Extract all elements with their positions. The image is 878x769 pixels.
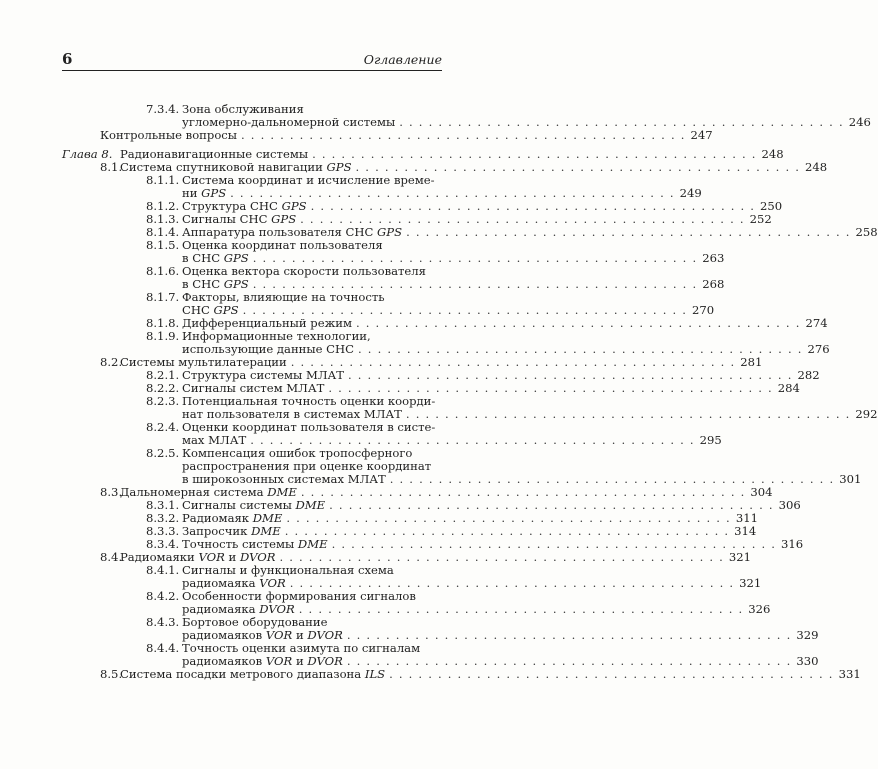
toc-entry-number: 8.1. — [100, 160, 123, 174]
toc-page-number: 249 — [679, 186, 702, 200]
toc-entry-title: угломерно-дальномерной системы — [182, 115, 396, 129]
toc-page-number: 270 — [692, 303, 715, 317]
toc-leader-dots: . . . . . . . . . . . . . . . . . . . . . . . . . . . . . . . . . . . . . . . . . . . . . . — [399, 115, 844, 129]
toc-entry-title: Система координат и исчисление време- — [182, 173, 435, 187]
toc-page-number: 331 — [838, 667, 861, 681]
toc-entry-number: 8.1.6. — [146, 264, 180, 278]
toc-page-number: 304 — [750, 485, 773, 499]
toc-entry[interactable] — [0, 667, 861, 681]
toc-leader-dots: . . . . . . . . . . . . . . . . . . . . . . . . . . . . . . . . . . . . . . . . . . . . . . — [279, 550, 725, 564]
toc-entry[interactable] — [0, 329, 830, 356]
toc-entry[interactable] — [0, 615, 819, 642]
toc-page-number: 321 — [728, 550, 752, 564]
toc-entry-title: Компенсация ошибок тропосферного — [182, 446, 413, 460]
toc-page-number: 252 — [749, 212, 772, 226]
toc-entry-title: Аппаратура пользователя СНС GPS — [182, 225, 403, 239]
toc-leader-dots: . . . . . . . . . . . . . . . . . . . . . . . . . . . . . . . . . . . . . . . . . . . . . . — [331, 537, 777, 551]
toc-entry-line — [0, 128, 713, 142]
toc-entry-title: Радиомаяки VOR и DVOR — [120, 550, 276, 564]
toc-entry[interactable] — [0, 641, 819, 668]
toc-entry-title: Особенности формирования сигналов — [182, 589, 416, 603]
toc-entry[interactable] — [0, 290, 715, 317]
toc-leader-dots: . . . . . . . . . . . . . . . . . . . . . . . . . . . . . . . . . . . . . . . . . . . . . . — [328, 381, 773, 395]
toc-page-number: 276 — [807, 342, 830, 356]
toc-leader-dots: . . . . . . . . . . . . . . . . . . . . . . . . . . . . . . . . . . . . . . . . . . . . . . — [346, 628, 792, 642]
toc-entry[interactable] — [0, 589, 771, 616]
toc-page-number: 281 — [740, 355, 763, 369]
toc-page-number: 292 — [855, 407, 878, 421]
toc-entry-number: 8.2.4. — [146, 420, 180, 434]
toc-page-number: 250 — [760, 199, 783, 213]
toc-page-number: 263 — [702, 251, 725, 265]
toc-entry-title: распространения при оценке координат — [182, 459, 432, 473]
toc-entry-number: 8.1.7. — [146, 290, 180, 304]
toc-leader-dots: . . . . . . . . . . . . . . . . . . . . . . . . . . . . . . . . . . . . . . . . . . . . . . — [329, 498, 774, 512]
toc-leader-dots: . . . . . . . . . . . . . . . . . . . . . . . . . . . . . . . . . . . . . . . . . . . . . . — [355, 160, 801, 174]
toc-entry-title: Радиомаяк DME — [182, 511, 283, 525]
toc-entry-number: 8.1.8. — [146, 316, 180, 330]
toc-entry[interactable] — [0, 264, 725, 291]
toc-page-number: 268 — [702, 277, 725, 291]
toc-leader-dots: . . . . . . . . . . . . . . . . . . . . . . . . . . . . . . . . . . . . . . . . . . . . . . — [230, 186, 675, 200]
toc-entry-title: использующие данные СНС — [182, 342, 355, 356]
toc-entry-title: Сигналы СНС GPS — [182, 212, 297, 226]
toc-leader-dots: . . . . . . . . . . . . . . . . . . . . . . . . . . . . . . . . . . . . . . . . . . . . . . — [348, 368, 793, 382]
toc-entry-title: Контрольные вопросы — [100, 128, 238, 142]
toc-entry-title: Точность системы DME — [182, 537, 328, 551]
toc-entry-title: Точность оценки азимута по сигналам — [182, 641, 421, 655]
toc-entry-title: Оценки координат пользователя в систе- — [182, 420, 436, 434]
toc-entry-title: Система спутниковой навигации GPS — [120, 160, 352, 174]
toc-entry[interactable] — [0, 563, 762, 590]
toc-entry-number: 8.2. — [100, 355, 123, 369]
toc-page-number: 248 — [761, 147, 784, 161]
toc-entry-number: 8.3.4. — [146, 537, 180, 551]
toc-entry[interactable] — [0, 128, 713, 142]
toc-entry-number: 8.2.2. — [146, 381, 180, 395]
toc-leader-dots: . . . . . . . . . . . . . . . . . . . . . . . . . . . . . . . . . . . . . . . . . . . . . . — [406, 225, 851, 239]
toc-page-number: 321 — [739, 576, 762, 590]
toc-entry-title: СНС GPS — [182, 303, 239, 317]
toc-entry-title: Сигналы систем МЛАТ — [182, 381, 325, 395]
toc-page-number: 248 — [804, 160, 828, 174]
toc-entry-number: 8.1.1. — [146, 173, 180, 187]
toc-entry-title: мах МЛАТ — [182, 433, 247, 447]
toc-entry-number: 8.2.1. — [146, 368, 180, 382]
toc-page-number: 247 — [690, 128, 713, 142]
toc-page-number: 282 — [797, 368, 820, 382]
toc-entry-title: Структура системы МЛАТ — [182, 368, 345, 382]
toc-page-number: 314 — [734, 524, 757, 538]
toc-entry[interactable] — [0, 420, 722, 447]
table-of-contents — [0, 102, 878, 681]
toc-entry-number: 8.1.4. — [146, 225, 180, 239]
toc-entry-number: 8.4.3. — [146, 615, 180, 629]
toc-leader-dots: . . . . . . . . . . . . . . . . . . . . . . . . . . . . . . . . . . . . . . . . . . . . . . — [300, 212, 745, 226]
toc-entry-title: Бортовое оборудование — [182, 615, 328, 629]
toc-leader-dots: . . . . . . . . . . . . . . . . . . . . . . . . . . . . . . . . . . . . . . . . . . . . . . — [242, 303, 688, 317]
toc-page-number: 330 — [796, 654, 819, 668]
toc-leader-dots: . . . . . . . . . . . . . . . . . . . . . . . . . . . . . . . . . . . . . . . . . . . . . . — [252, 251, 698, 265]
toc-entry-title: ни GPS — [182, 186, 227, 200]
toc-entry-title: Сигналы системы DME — [182, 498, 326, 512]
toc-page-number: 306 — [778, 498, 801, 512]
toc-leader-dots: . . . . . . . . . . . . . . . . . . . . . . . . . . . . . . . . . . . . . . . . . . . . . . — [298, 602, 744, 616]
toc-leader-dots: . . . . . . . . . . . . . . . . . . . . . . . . . . . . . . . . . . . . . . . . . . . . . . — [389, 667, 834, 681]
toc-entry-title: Потенциальная точность оценки коорди- — [182, 394, 436, 408]
toc-entry-title: Система посадки метрового диапазона ILS — [120, 667, 386, 681]
toc-entry-number: 8.5. — [100, 667, 123, 681]
toc-entry-number: 8.3.3. — [146, 524, 180, 538]
toc-page-number: 295 — [699, 433, 722, 447]
toc-entry-number: 8.4.2. — [146, 589, 180, 603]
toc-leader-dots: . . . . . . . . . . . . . . . . . . . . . . . . . . . . . . . . . . . . . . . . . . . . . . — [346, 654, 792, 668]
toc-entry-title: Оценка вектора скорости пользователя — [182, 264, 426, 278]
running-head: Оглавление — [363, 52, 442, 67]
toc-entry-title: радиомаяка VOR — [182, 576, 286, 590]
toc-entry-title: Запросчик DME — [182, 524, 281, 538]
toc-entry-number: 8.3.1. — [146, 498, 180, 512]
toc-entry-title: Структура СНС GPS — [182, 199, 307, 213]
toc-entry-title: Радионавигационные системы — [120, 147, 309, 161]
toc-entry-number: 8.4.4. — [146, 641, 180, 655]
toc-leader-dots: . . . . . . . . . . . . . . . . . . . . . . . . . . . . . . . . . . . . . . . . . . . . . . — [310, 199, 756, 213]
toc-entry-title: Дальномерная система DME — [120, 485, 297, 499]
toc-entry-title: Информационные технологии, — [182, 329, 371, 343]
toc-entry[interactable] — [0, 394, 878, 421]
toc-entry-number: 8.1.9. — [146, 329, 180, 343]
toc-entry-number: 8.1.2. — [146, 199, 180, 213]
toc-entry-title: в СНС GPS — [182, 277, 249, 291]
toc-entry-number: 8.4. — [100, 550, 123, 564]
page-number: 6 — [62, 50, 73, 68]
toc-leader-dots: . . . . . . . . . . . . . . . . . . . . . . . . . . . . . . . . . . . . . . . . . . . . . . — [252, 277, 698, 291]
toc-leader-dots: . . . . . . . . . . . . . . . . . . . . . . . . . . . . . . . . . . . . . . . . . . . . . . — [389, 472, 835, 486]
toc-page-number: 246 — [848, 115, 871, 129]
toc-leader-dots: . . . . . . . . . . . . . . . . . . . . . . . . . . . . . . . . . . . . . . . . . . . . . . — [284, 524, 730, 538]
toc-entry-title: в широкозонных системах МЛАТ — [182, 472, 386, 486]
toc-page-number: 326 — [748, 602, 771, 616]
toc-leader-dots: . . . . . . . . . . . . . . . . . . . . . . . . . . . . . . . . . . . . . . . . . . . . . . — [358, 342, 803, 356]
toc-entry[interactable] — [0, 102, 871, 129]
toc-leader-dots: . . . . . . . . . . . . . . . . . . . . . . . . . . . . . . . . . . . . . . . . . . . . . . — [300, 485, 746, 499]
toc-leader-dots: . . . . . . . . . . . . . . . . . . . . . . . . . . . . . . . . . . . . . . . . . . . . . . — [405, 407, 851, 421]
toc-leader-dots: . . . . . . . . . . . . . . . . . . . . . . . . . . . . . . . . . . . . . . . . . . . . . . — [250, 433, 695, 447]
toc-entry[interactable] — [0, 446, 862, 486]
toc-page-number: 274 — [805, 316, 828, 330]
toc-leader-dots: . . . . . . . . . . . . . . . . . . . . . . . . . . . . . . . . . . . . . . . . . . . . . . — [356, 316, 801, 330]
toc-page-number: 284 — [777, 381, 800, 395]
toc-entry-title: Зона обслуживания — [182, 102, 304, 116]
toc-entry-title: радиомаяков VOR и DVOR — [182, 628, 343, 642]
page-header — [62, 50, 442, 71]
toc-leader-dots: . . . . . . . . . . . . . . . . . . . . . . . . . . . . . . . . . . . . . . . . . . . . . . — [286, 511, 731, 525]
toc-entry-number: 8.3. — [100, 485, 123, 499]
toc-page-number: 258 — [855, 225, 878, 239]
toc-page-number: 329 — [796, 628, 819, 642]
toc-leader-dots: . . . . . . . . . . . . . . . . . . . . . . . . . . . . . . . . . . . . . . . . . . . . . . — [241, 128, 686, 142]
toc-entry-title: радиомаяка DVOR — [182, 602, 295, 616]
toc-leader-dots: . . . . . . . . . . . . . . . . . . . . . . . . . . . . . . . . . . . . . . . . . . . . . . — [290, 355, 736, 369]
toc-entry-title: радиомаяков VOR и DVOR — [182, 654, 343, 668]
toc-entry-title: в СНС GPS — [182, 251, 249, 265]
toc-entry-title: Системы мультилатерации — [120, 355, 287, 369]
toc-entry-number: 8.1.3. — [146, 212, 180, 226]
toc-entry-number: 7.3.4. — [146, 102, 180, 116]
toc-entry-number: 8.2.3. — [146, 394, 180, 408]
toc-page-number: 311 — [735, 511, 758, 525]
toc-entry-number: Глава 8. — [62, 147, 113, 161]
toc-entry-number: 8.1.5. — [146, 238, 180, 252]
toc-page-number: 316 — [781, 537, 804, 551]
toc-entry-line — [0, 667, 861, 681]
toc-entry-title: Дифференциальный режим — [182, 316, 353, 330]
toc-entry-title: Факторы, влияющие на точность — [182, 290, 385, 304]
toc-entry-number: 8.3.2. — [146, 511, 180, 525]
toc-entry-number: 8.2.5. — [146, 446, 180, 460]
toc-entry-title: Оценка координат пользователя — [182, 238, 383, 252]
toc-leader-dots: . . . . . . . . . . . . . . . . . . . . . . . . . . . . . . . . . . . . . . . . . . . . . . — [289, 576, 735, 590]
toc-entry-number: 8.4.1. — [146, 563, 180, 577]
toc-leader-dots: . . . . . . . . . . . . . . . . . . . . . . . . . . . . . . . . . . . . . . . . . . . . . . — [312, 147, 757, 161]
toc-entry-title: Сигналы и функциональная схема — [182, 563, 394, 577]
toc-entry-title: нат пользователя в системах МЛАТ — [182, 407, 402, 421]
toc-page-number: 301 — [839, 472, 862, 486]
toc-entry[interactable] — [0, 173, 702, 200]
toc-entry[interactable] — [0, 238, 725, 265]
